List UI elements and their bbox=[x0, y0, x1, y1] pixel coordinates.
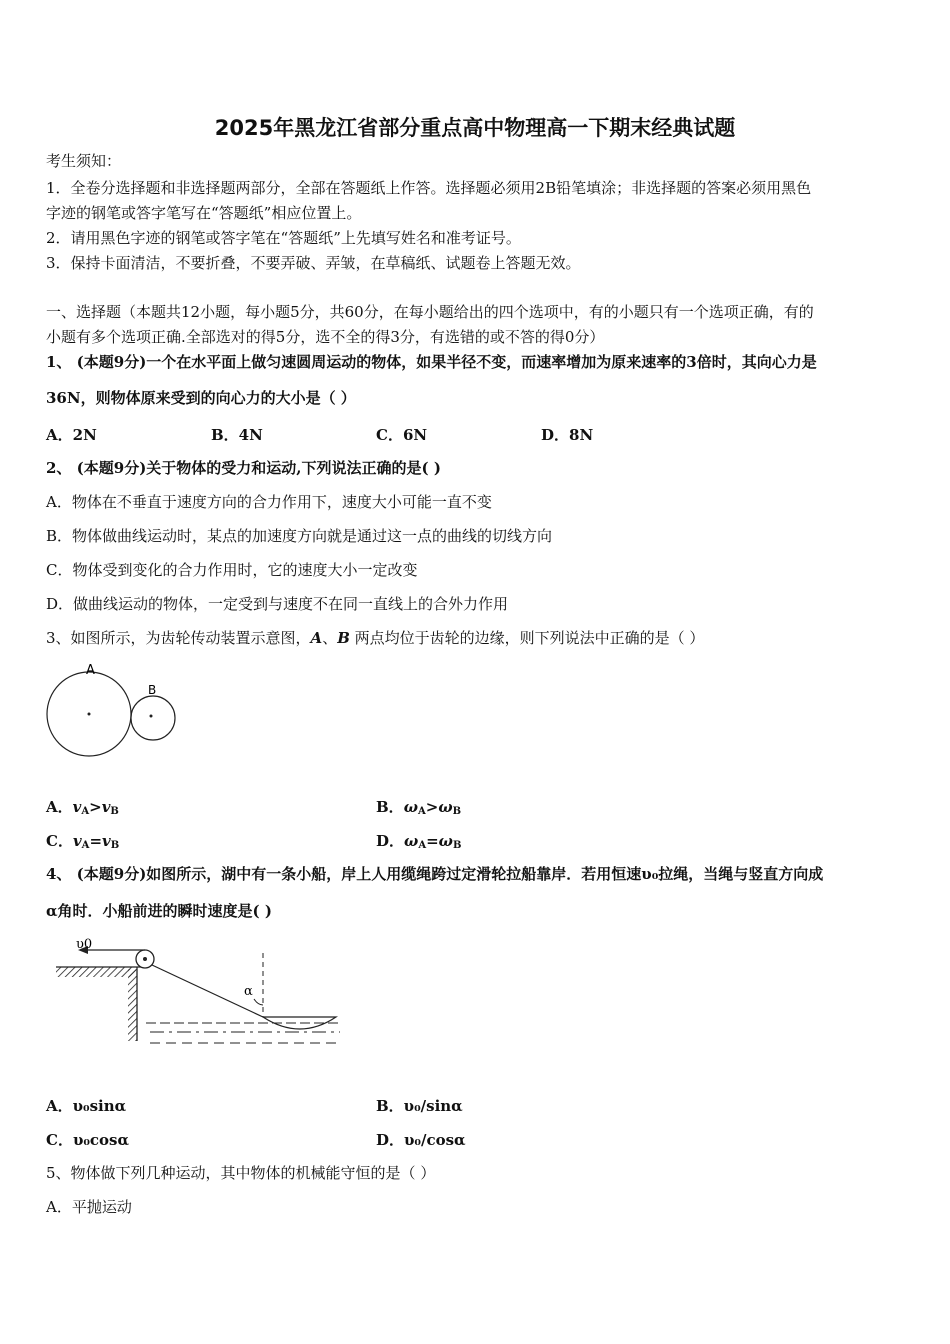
ground-hatch bbox=[56, 967, 136, 977]
q3-option-d: D．$\omega_A=\omega_B$ bbox=[376, 832, 462, 851]
alpha-label: α bbox=[244, 984, 253, 999]
point-b-label: B bbox=[148, 683, 157, 697]
notice-item-2: 2．请用黑色字迹的钢笔或答字笔在“答题纸”上先填写姓名和准考证号。 bbox=[46, 229, 521, 247]
q4-option-b: B．υ₀/sinα bbox=[376, 1097, 463, 1115]
q2-option-d: D．做曲线运动的物体，一定受到与速度不在同一直线上的合外力作用 bbox=[46, 595, 509, 613]
q3-option-c: C．$v_A=v_B$ bbox=[46, 832, 120, 851]
q5-option-a: A．平抛运动 bbox=[46, 1198, 132, 1216]
point-a-label: A bbox=[86, 663, 95, 678]
notice-item-1: 1．全卷分选择题和非选择题两部分，全部在答题纸上作答。选择题必须用2B铅笔填涂；非选择题的答案必须用黑色 bbox=[46, 179, 812, 197]
q4-option-c: C．υ₀cosα bbox=[46, 1131, 130, 1149]
q1-option-a: A．2N bbox=[46, 426, 97, 444]
gear-diagram bbox=[44, 658, 184, 770]
boat-pulley-diagram bbox=[50, 935, 345, 1050]
section-intro-line1: 一、选择题（本题共12小题，每小题5分，共60分，在每小题给出的四个选项中，有的小题只有一个选项正确，有的 bbox=[46, 303, 814, 321]
q4-option-d: D．υ₀/cosα bbox=[376, 1131, 466, 1149]
gear-a-center bbox=[88, 713, 91, 716]
q3-stem: 3、如图所示，为齿轮传动装置示意图，A、B 两点均位于齿轮的边缘，则下列说法中正确的是（ ） bbox=[46, 629, 705, 647]
q4-stem-line2: α角时．小船前进的瞬时速度是( ) bbox=[46, 902, 272, 920]
gear-b-center bbox=[150, 715, 153, 718]
q1-stem-line2: 36N，则物体原来受到的向心力的大小是（ ） bbox=[46, 389, 356, 407]
q2-option-b: B．物体做曲线运动时，某点的加速度方向就是通过这一点的曲线的切线方向 bbox=[46, 527, 553, 545]
q1-option-d: D．8N bbox=[541, 426, 594, 444]
q5-stem: 5、物体做下列几种运动，其中物体的机械能守恒的是（ ） bbox=[46, 1164, 436, 1182]
section-intro-line2: 小题有多个选项正确.全部选对的得5分，选不全的得3分，有选错的或不答的得0分） bbox=[46, 328, 605, 346]
q3-option-a: A．$v_A>v_B$ bbox=[46, 798, 119, 817]
page-title: 2025年黑龙江省部分重点高中物理高一下期末经典试题 bbox=[214, 116, 736, 140]
q4-option-a: A．υ₀sinα bbox=[46, 1097, 127, 1115]
q1-option-b: B．4N bbox=[211, 426, 263, 444]
q1-stem-line1: 1、 (本题9分)一个在水平面上做匀速圆周运动的物体，如果半径不变，而速率增加为原来速率的3倍时，其向心力是 bbox=[46, 353, 817, 371]
wall-hatch bbox=[128, 969, 137, 1041]
notice-heading: 考生须知： bbox=[46, 152, 122, 170]
q2-option-a: A．物体在不垂直于速度方向的合力作用下，速度大小可能一直不变 bbox=[46, 493, 492, 511]
q4-stem-line1: 4、 (本题9分)如图所示，湖中有一条小船，岸上人用缆绳跨过定滑轮拉船靠岸．若用恒速υ₀拉绳，当绳与竖直方向成 bbox=[46, 865, 824, 883]
q2-option-c: C．物体受到变化的合力作用时，它的速度大小一定改变 bbox=[46, 561, 418, 579]
notice-item-3: 3．保持卡面清洁，不要折叠，不要弄破、弄皱，在草稿纸、试题卷上答题无效。 bbox=[46, 254, 581, 272]
q3-option-b: B．$\omega_A>\omega_B$ bbox=[376, 798, 462, 817]
v0-label: υ0 bbox=[76, 937, 93, 952]
q2-stem: 2、 (本题9分)关于物体的受力和运动,下列说法正确的是( ) bbox=[46, 459, 441, 477]
gear-b-circle bbox=[131, 696, 175, 740]
notice-item-1-cont: 字迹的钢笔或答字笔写在“答题纸”相应位置上。 bbox=[46, 204, 362, 222]
q1-option-c: C．6N bbox=[376, 426, 428, 444]
